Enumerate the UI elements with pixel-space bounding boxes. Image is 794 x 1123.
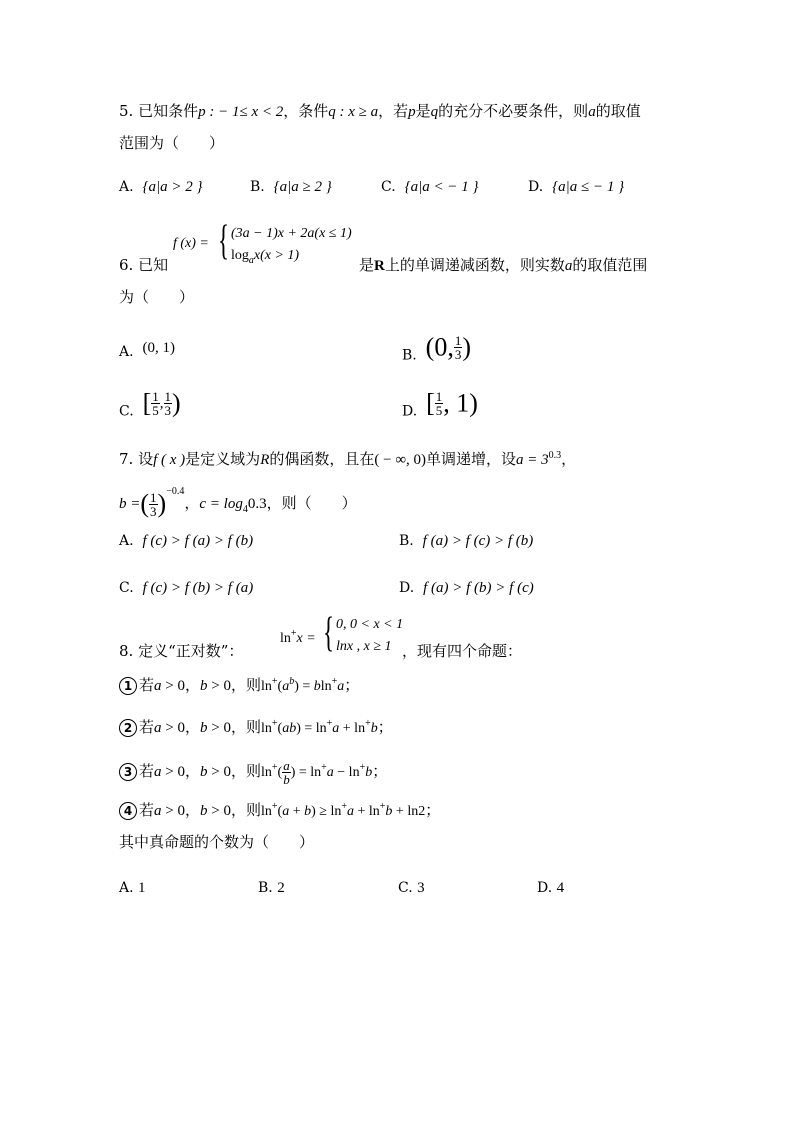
numerator: 1 (164, 389, 171, 404)
q8-item-2: 2 若a > 0，b > 0，则ln+(ab) = ln+a + ln+b； (119, 714, 393, 739)
q5-option-c (381, 177, 478, 197)
q7-c-def: c = log (199, 496, 243, 512)
option-label: D. (537, 880, 553, 896)
q6-text: 上的单调递减函数，则实数 (384, 256, 565, 274)
q6-prefix: 6. 已知 (119, 256, 169, 274)
q6-option-a (119, 338, 175, 362)
option-label: D. (402, 403, 418, 420)
q7-a-def: a = 3 (516, 452, 549, 468)
brace-glyph: { (323, 610, 335, 656)
item-condition: 若a > 0，b > 0，则 (139, 676, 261, 694)
q7-stem-line1 (119, 446, 576, 470)
q7-prefix: 7. 设 (119, 450, 154, 468)
q5-option-b (250, 177, 332, 197)
x-eq: x = (296, 631, 316, 646)
log-base: a (248, 255, 254, 266)
q5-condition-q: q : x ≥ a (328, 104, 379, 120)
item-condition: 若a > 0，b > 0，则 (139, 801, 261, 819)
denominator: 5 (152, 403, 159, 418)
option-expr-right: ) (462, 332, 471, 362)
q7-fx: f ( x ) (153, 452, 186, 468)
fraction (151, 390, 160, 417)
option-label: B. (258, 880, 273, 896)
option-expr: {a|a < − 1 } (404, 179, 479, 195)
q7-text: 的偶函数，且在 (269, 450, 375, 468)
q5-var-a: a (588, 104, 596, 120)
circled-number: 3 (119, 763, 137, 781)
q6-text: 的取值范围 (572, 256, 648, 274)
option-expr: {a|a ≥ 2 } (273, 179, 332, 195)
fraction (435, 390, 444, 417)
option-value: 2 (277, 880, 285, 896)
option-label: D. (528, 179, 544, 195)
circled-number: 4 (119, 802, 137, 820)
q8-item-4: 4 若a > 0，b > 0，则ln+(a + b) ≥ ln+a + ln+b + ln2； (119, 797, 440, 822)
option-label: D. (399, 580, 415, 596)
q6-option-c: C. [ $\frac{1}{5}$ , $\frac{1}{3}$ ) (119, 388, 181, 420)
numerator: 1 (152, 389, 159, 404)
q8-question: 其中真命题的个数为（ ） (119, 833, 315, 851)
log-text: log (231, 248, 249, 263)
q5-option-d (528, 177, 624, 197)
option-label: C. (119, 580, 134, 596)
option-label: C. (381, 179, 396, 195)
q6-option-d (402, 390, 478, 422)
q8-option-c (398, 878, 425, 898)
option-value: 1 (138, 880, 146, 896)
q7-interval: ( − ∞, 0) (374, 452, 427, 468)
plus-sup: + (290, 628, 297, 639)
numerator: 1 (435, 389, 443, 404)
option-value: 3 (417, 880, 425, 896)
q8-item-1: 1 若a > 0，b > 0，则$\ln^+(a^b) = bln^+a$； (119, 672, 359, 697)
q7-option-d (399, 578, 534, 598)
option-label: C. (119, 403, 134, 420)
option-expr-left: [ (142, 388, 152, 418)
q7-option-a (119, 531, 253, 551)
q7-a-exponent: 0.3 (548, 450, 562, 461)
q6-piecewise (218, 218, 368, 268)
option-label: B. (250, 179, 265, 195)
numerator: 1 (150, 489, 157, 505)
circled-number: 1 (119, 677, 137, 695)
fraction (164, 390, 173, 417)
q7-text: 单调递增，设 (426, 450, 517, 468)
option-label: C. (398, 880, 413, 896)
denominator: 3 (150, 503, 157, 519)
option-value: 4 (556, 880, 565, 896)
option-expr: f (c) > f (a) > f (b) (142, 533, 254, 549)
q8-case1: 0, 0 < x < 1 (336, 617, 404, 632)
option-label: B. (399, 533, 414, 549)
q7-option-b (399, 531, 533, 551)
denominator: 3 (454, 347, 462, 362)
option-expr: {a|a ≤ − 1 } (552, 179, 625, 195)
ln-text: ln (280, 631, 291, 646)
option-expr-left: (0, (425, 332, 454, 362)
q5-text: 的取值 (595, 102, 641, 120)
q7-text: ，则（ ） (266, 494, 357, 512)
log-arg: 0.3 (247, 496, 267, 512)
q6-fx: f (x) = (173, 236, 209, 251)
q5-text: ，若 (378, 102, 409, 120)
q5-stem-line1 (119, 101, 641, 122)
q5-text: 是 (415, 102, 431, 120)
q8-option-b (258, 878, 285, 898)
q5-option-a (119, 177, 202, 197)
option-label: A. (119, 344, 134, 360)
q5-var-q: q (430, 104, 439, 120)
option-expr: f (a) > f (c) > f (b) (422, 533, 534, 549)
brace-glyph: { (218, 218, 230, 264)
denominator: 3 (164, 403, 171, 418)
q6-var-a: a (564, 258, 573, 274)
item-condition: 若a > 0，b > 0，则 (139, 762, 261, 780)
q7-text: 是定义域为 (185, 450, 261, 468)
q7-R: R (260, 452, 270, 468)
q7-text: ， (561, 450, 577, 468)
q6-case2 (231, 248, 299, 266)
option-label: B. (402, 347, 417, 364)
option-label: A. (119, 880, 134, 896)
option-expr-left: [ (426, 388, 435, 418)
q8-option-d (537, 878, 564, 898)
q8-tail: ，现有四个命题： (402, 642, 523, 660)
q8-prefix: 8. 定义“正对数”： (119, 642, 244, 660)
option-expr-right: , 1) (443, 388, 478, 418)
item-condition: 若a > 0，b > 0，则 (139, 718, 261, 736)
option-expr: f (a) > f (b) > f (c) (423, 580, 534, 596)
q8-option-a (119, 878, 146, 898)
q5-var-p: p (408, 104, 416, 120)
q6-option-b (402, 334, 471, 366)
q5-prefix: 5. 已知条件 (119, 102, 199, 120)
q7-stem-line2: b =( $\frac{1}{3}$ )$^{-0.4}$，$c = \log_40.3$，则（ ） (119, 486, 357, 519)
q8-lnplus-def (280, 628, 316, 647)
numerator: 1 (454, 333, 462, 348)
q6-stem-tail (359, 255, 647, 276)
option-label: A. (119, 533, 134, 549)
q5-text: ，条件 (283, 102, 329, 120)
q7-b-def: b = (119, 496, 141, 512)
option-label: A. (119, 179, 134, 195)
circled-number: 2 (119, 719, 137, 737)
option-expr: f (c) > f (b) > f (a) (142, 580, 254, 596)
q6-stem-line2: 为（ ） (119, 288, 195, 306)
q8-piecewise (323, 610, 413, 660)
q8-case2: lnx , x ≥ 1 (336, 639, 392, 654)
option-expr: (0, 1) (142, 340, 175, 356)
fraction (149, 491, 158, 518)
q5-text: 的充分不必要条件，则 (438, 102, 589, 120)
log-base: 4 (242, 504, 248, 515)
option-expr-right: ) (172, 388, 181, 418)
q6-case1: (3a − 1)x + 2a(x ≤ 1) (231, 226, 352, 241)
log-arg: x(x > 1) (253, 248, 300, 263)
option-expr: {a|a > 2 } (142, 179, 203, 195)
q5-condition-p: p : − 1≤ x < 2 (198, 104, 284, 120)
q7-b-exponent: −0.4 (166, 486, 185, 497)
q6-text: 是 (359, 256, 375, 274)
q6-R: R (374, 258, 385, 274)
q7-option-c (119, 578, 253, 598)
q8-item-3: 3 若a > 0，b > 0，则ln+( $\frac{a}{b}$ ) = ln+a − ln+b； (119, 758, 387, 786)
denominator: 5 (435, 403, 443, 418)
q5-stem-line2: 范围为（ ） (119, 134, 225, 152)
